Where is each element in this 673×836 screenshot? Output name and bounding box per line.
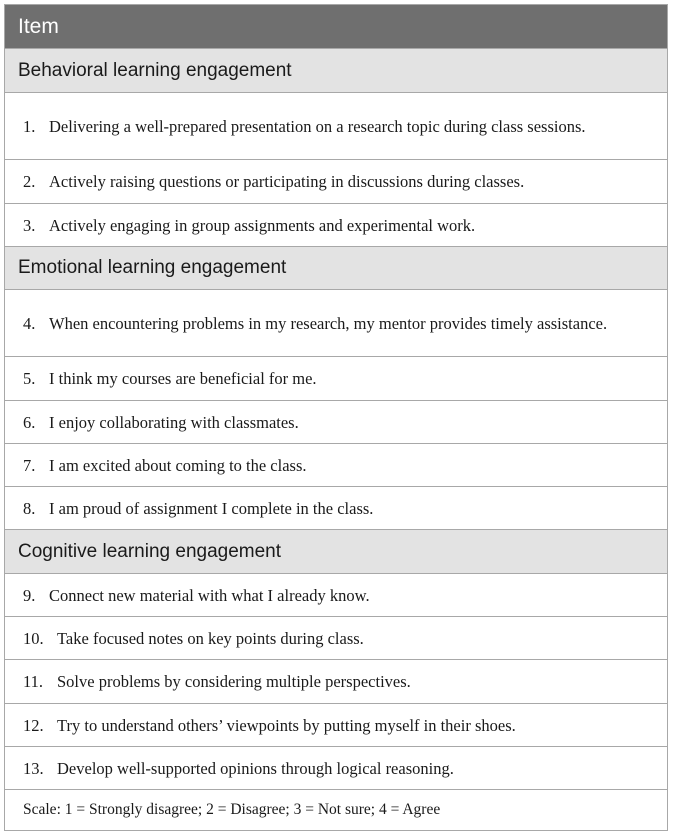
item-number: 11. [23,672,44,691]
table-row [5,401,667,444]
table-row [5,704,667,747]
section-header-behavioral [5,49,667,93]
item-text: I think my courses are beneficial for me. [49,369,317,388]
item-text: Try to understand others’ viewpoints by putting myself in their shoes. [57,715,516,735]
item-number: 4. [23,313,36,333]
header-item-label: Item [18,14,59,38]
item-text: When encountering problems in my research, my mentor provides timely assistance. [49,313,608,333]
item-text: I am excited about coming to the class. [49,455,307,475]
section-title: Behavioral learning engagement [18,59,292,81]
item-text: Connect new material with what I already know. [49,585,370,605]
scale-footnote [5,790,667,830]
table-row [5,660,667,704]
table-row [5,204,667,247]
engagement-items-table [4,4,668,831]
table-row [5,747,667,790]
table-header [5,5,667,49]
table-row [5,357,667,401]
item-number: 9. [23,585,36,605]
item-text: Solve problems by considering multiple perspectives. [57,672,411,691]
item-text: Take focused notes on key points during class. [57,628,364,648]
item-number: 13. [23,758,44,778]
table-row [5,444,667,487]
item-number: 8. [23,498,36,518]
item-number: 2. [23,172,36,191]
item-number: 12. [23,715,44,735]
table-row [5,160,667,204]
item-number: 1. [23,116,36,136]
table-row [5,487,667,530]
item-number: 7. [23,455,36,475]
section-title: Emotional learning engagement [18,257,287,278]
item-number: 10. [23,628,44,648]
item-number: 3. [23,215,36,235]
item-text: I am proud of assignment I complete in the class. [49,498,374,518]
section-title: Cognitive learning engagement [18,540,282,562]
section-header-cognitive [5,530,667,574]
table-row [5,574,667,617]
table-row [5,617,667,660]
item-number: 5. [23,369,36,388]
item-text: I enjoy collaborating with classmates. [49,412,299,432]
section-header-emotional [5,247,667,290]
item-number: 6. [23,412,36,432]
item-text: Develop well-supported opinions through logical reasoning. [57,758,454,778]
item-text: Actively raising questions or participating in discussions during classes. [49,172,525,191]
item-text: Actively engaging in group assignments and experimental work. [49,215,476,235]
table-row [5,93,667,160]
table-row [5,290,667,357]
item-text: Delivering a well-prepared presentation on a research topic during class sessions. [49,116,586,136]
scale-footnote-text: Scale: 1 = Strongly disagree; 2 = Disagree; 3 = Not sure; 4 = Agree [23,801,441,818]
